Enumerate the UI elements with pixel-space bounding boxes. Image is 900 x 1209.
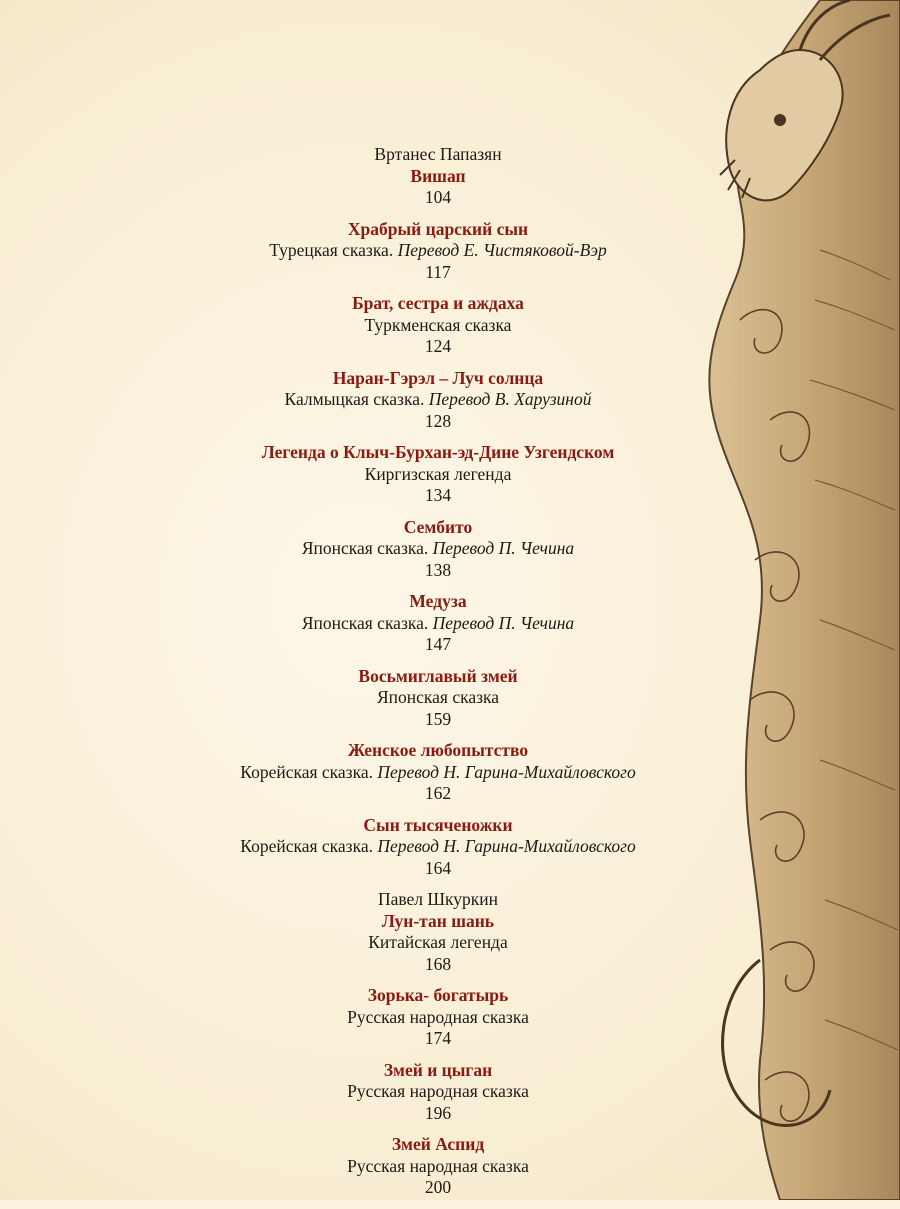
toc-origin-text: Японская сказка.: [301, 538, 429, 558]
toc-entry: [150, 293, 726, 358]
toc-title[interactable]: Сембито: [403, 516, 473, 537]
toc-translator: Перевод П. Чечина: [432, 612, 575, 633]
toc-origin-text: Корейская сказка.: [240, 761, 373, 782]
toc-translator: Перевод Е. Чистяковой-Вэр: [397, 240, 607, 260]
toc-origin-text: Японская сказка.: [301, 612, 429, 633]
toc-origin: [150, 1156, 726, 1178]
toc-origin: [150, 389, 726, 411]
toc-translator: Перевод П. Чечина: [432, 538, 575, 558]
toc-page-number: 174: [424, 1028, 452, 1048]
toc-title[interactable]: Женское любопытство: [347, 740, 529, 760]
toc-page-number: 117: [425, 261, 451, 282]
toc-origin-text: Турецкая сказка.: [269, 240, 394, 260]
toc-origin: [150, 1007, 726, 1029]
table-of-contents: [150, 144, 726, 1209]
toc-origin: [150, 836, 726, 858]
toc-entry: [150, 985, 726, 1050]
toc-title[interactable]: Медуза: [409, 591, 467, 611]
toc-entry: [150, 368, 726, 433]
toc-origin-text: Русская народная сказка: [347, 1006, 529, 1027]
toc-entry: [150, 1134, 726, 1199]
toc-author: Павел Шкуркин: [377, 889, 499, 909]
toc-title[interactable]: Восьмиглавый змей: [358, 665, 518, 686]
toc-origin: [150, 538, 726, 560]
toc-origin-text: Корейская сказка.: [240, 836, 373, 856]
toc-page-number: 138: [424, 559, 452, 580]
toc-origin: [150, 464, 726, 486]
toc-entry: [150, 591, 726, 656]
toc-page-number: 104: [424, 187, 452, 207]
toc-page-number: 124: [424, 336, 452, 356]
toc-origin-text: Киргизская легенда: [364, 463, 512, 484]
toc-translator: Перевод Н. Гарина-Михайловского: [377, 761, 636, 782]
toc-origin-text: Японская сказка: [376, 687, 500, 707]
toc-page-number: 147: [424, 634, 452, 654]
toc-entry: [150, 517, 726, 582]
toc-page-number: 162: [424, 783, 452, 803]
toc-origin: [150, 315, 726, 337]
toc-entry: [150, 889, 726, 975]
toc-origin: [150, 240, 726, 262]
toc-title[interactable]: Легенда о Клыч-Бурхан-эд-Дине Узгендском: [261, 442, 615, 462]
toc-translator: Перевод Н. Гарина-Михайловского: [377, 836, 636, 856]
toc-origin: [150, 613, 726, 635]
toc-page-number: 196: [424, 1102, 452, 1123]
toc-entry: [150, 815, 726, 880]
toc-title[interactable]: Сын тысяченожки: [363, 814, 513, 835]
toc-entry: [150, 1060, 726, 1125]
toc-entry: [150, 144, 726, 209]
toc-entry: [150, 442, 726, 507]
toc-page-number: 200: [424, 1177, 452, 1197]
toc-title[interactable]: Зорька- богатырь: [367, 985, 509, 1005]
toc-title[interactable]: Змей Аспид: [391, 1134, 485, 1154]
toc-title[interactable]: Храбрый царский сын: [347, 218, 529, 239]
toc-page-number: 134: [424, 485, 452, 505]
toc-origin: [150, 762, 726, 784]
toc-entry: [150, 740, 726, 805]
dragon-illustration-icon: [700, 0, 900, 1200]
toc-title[interactable]: Лун-тан шань: [381, 910, 495, 931]
toc-page-number: 164: [424, 857, 452, 878]
toc-title[interactable]: Наран-Гэрэл – Луч солнца: [332, 367, 544, 388]
toc-origin-text: Русская народная сказка: [347, 1081, 529, 1101]
toc-origin-text: Русская народная сказка: [347, 1155, 529, 1176]
toc-page-number: 128: [424, 410, 452, 431]
toc-title[interactable]: Брат, сестра и аждаха: [352, 293, 524, 313]
toc-title[interactable]: Змей и цыган: [383, 1059, 493, 1080]
toc-origin: [150, 1081, 726, 1103]
toc-author: Вртанес Папазян: [374, 144, 502, 164]
toc-title[interactable]: Вишап: [410, 165, 466, 186]
toc-page-number: 159: [424, 708, 452, 729]
toc-origin-text: Китайская легенда: [368, 932, 508, 952]
toc-origin: [150, 687, 726, 709]
toc-origin-text: Калмыцкая сказка.: [284, 389, 425, 409]
toc-entry: [150, 666, 726, 731]
toc-origin-text: Туркменская сказка: [364, 314, 512, 335]
toc-origin: [150, 932, 726, 954]
toc-translator: Перевод В. Харузиной: [428, 389, 592, 409]
toc-entry: [150, 219, 726, 284]
toc-page-number: 168: [424, 953, 452, 974]
